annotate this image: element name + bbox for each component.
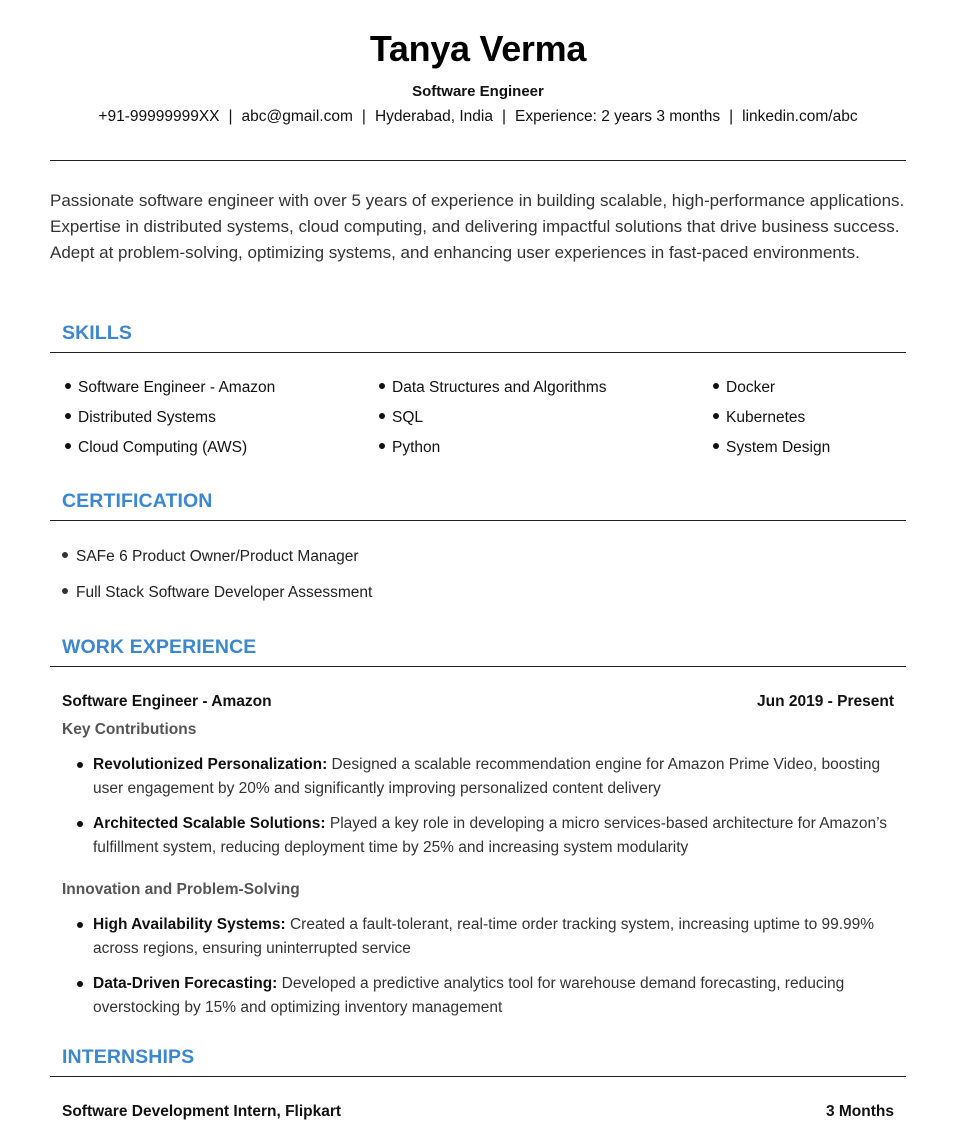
bullet-icon xyxy=(379,443,385,449)
certification-item: SAFe 6 Product Owner/Product Manager xyxy=(62,548,359,566)
achievement-item: Architected Scalable Solutions: Played a key role in developing a micro services-based architecture for Amazon’s fulfillment system, reducing deployment time by 25% and increasing system modularity xyxy=(93,812,893,860)
phone: +91-99999999XX xyxy=(98,108,220,125)
skill-item: Docker xyxy=(713,379,775,397)
job-title: Software Engineer - Amazon xyxy=(62,693,272,710)
bullet-icon xyxy=(65,383,71,389)
bullet-icon xyxy=(77,762,83,768)
bullet-icon xyxy=(379,383,385,389)
bullet-icon xyxy=(713,443,719,449)
group-heading: Innovation and Problem-Solving xyxy=(62,881,300,898)
location: Hyderabad, India xyxy=(374,108,493,125)
bullet-icon xyxy=(379,413,385,419)
job-date: Jun 2019 - Present xyxy=(757,693,894,710)
bullet-icon xyxy=(713,383,719,389)
skill-item: System Design xyxy=(713,439,830,457)
skill-item: Python xyxy=(379,439,440,457)
skill-item: Data Structures and Algorithms xyxy=(379,379,607,397)
achievement-item: Revolutionized Personalization: Designed a scalable recommendation engine for Amazon Prime Video, boosting user engagement by 20% and significantly improving personalized content delivery xyxy=(93,753,893,801)
skill-item: Kubernetes xyxy=(713,409,805,427)
work-experience-divider xyxy=(50,666,906,667)
bullet-icon xyxy=(65,413,71,419)
skill-item: Software Engineer - Amazon xyxy=(65,379,275,397)
skills-heading: SKILLS xyxy=(62,322,132,344)
certification-divider xyxy=(50,520,906,521)
skill-item: SQL xyxy=(379,409,423,427)
linkedin-link[interactable]: linkedin.com/abc xyxy=(742,108,858,125)
achievement-item: Data-Driven Forecasting: Developed a predictive analytics tool for warehouse demand forecasting, reducing overstocking by 15% and optimizing inventory management xyxy=(93,972,893,1020)
bullet-icon xyxy=(713,413,719,419)
internship-duration: 3 Months xyxy=(825,1103,894,1120)
contact-line xyxy=(0,108,956,126)
bullet-icon xyxy=(62,552,68,558)
certification-heading: CERTIFICATION xyxy=(62,490,213,512)
skill-item: Cloud Computing (AWS) xyxy=(65,439,247,457)
bullet-icon xyxy=(65,443,71,449)
summary-paragraph: Passionate software engineer with over 5 years of experience in building scalable, high-performance applications. Expertise in distributed systems, cloud computing, and delivering impactful solutions that drive business success. Adept at problem-solving, optimizing systems, and enhancing user experiences in fast-paced environments. xyxy=(50,191,905,262)
header-divider xyxy=(50,160,906,161)
internships-heading: INTERNSHIPS xyxy=(62,1046,195,1068)
skill-item: Distributed Systems xyxy=(65,409,216,427)
experience: Experience: 2 years 3 months xyxy=(515,108,721,125)
bullet-icon xyxy=(77,981,83,987)
skills-divider xyxy=(50,352,906,353)
achievement-item: High Availability Systems: Created a fault-tolerant, real-time order tracking system, increasing uptime to 99.99% across regions, ensuring uninterrupted service xyxy=(93,913,893,961)
email-link[interactable]: abc@gmail.com xyxy=(241,108,353,125)
work-experience-heading: WORK EXPERIENCE xyxy=(62,636,257,658)
group-heading: Key Contributions xyxy=(62,721,197,738)
certification-item: Full Stack Software Developer Assessment xyxy=(62,584,372,602)
bullet-icon xyxy=(62,588,68,594)
bullet-icon xyxy=(77,821,83,827)
separator: | xyxy=(361,108,366,125)
candidate-title: Software Engineer xyxy=(412,83,544,100)
separator: | xyxy=(502,108,507,125)
internship-title: Software Development Intern, Flipkart xyxy=(62,1103,342,1120)
separator: | xyxy=(228,108,233,125)
separator: | xyxy=(729,108,734,125)
bullet-icon xyxy=(77,922,83,928)
internships-divider xyxy=(50,1076,906,1077)
candidate-name: Tanya Verma xyxy=(369,28,587,69)
